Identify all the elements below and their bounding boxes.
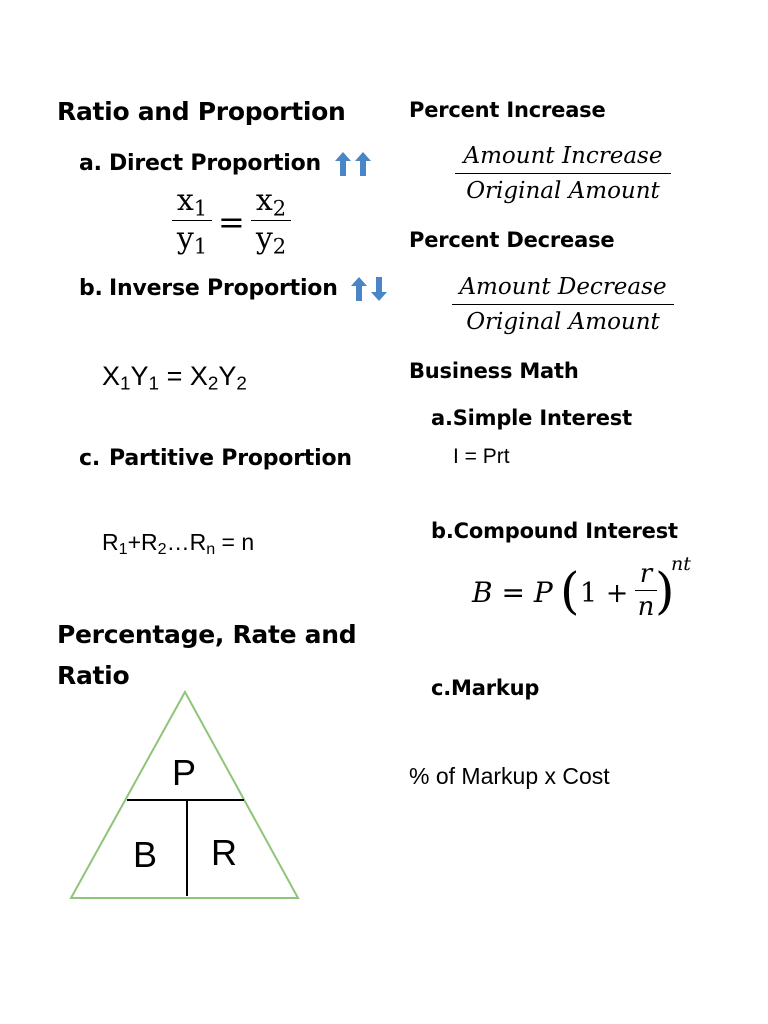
percentage-heading-line1: Percentage, Rate and (57, 620, 357, 649)
pbr-triangle (66, 688, 304, 903)
compound-interest-item (431, 519, 678, 543)
simple-interest-label: Simple Interest (452, 406, 632, 430)
markup-label: Markup (451, 676, 540, 700)
compound-right-paren: ) (655, 562, 675, 620)
triangle-b-label: B (133, 834, 158, 875)
increase-numerator: Amount Increase (463, 143, 663, 169)
up-down-arrows-icon (349, 275, 389, 303)
direct-fraction-left: $x_1$ $y_1$ (172, 183, 212, 259)
compound-r-over-n: r n (635, 558, 657, 623)
triangle-r-label: R (211, 832, 237, 873)
simple-marker: a. (431, 406, 453, 430)
inverse-formula: $X_1Y_1 = X_2Y_2$ (102, 361, 247, 395)
direct-fraction-right: $x_2$ $y_2$ (251, 183, 291, 259)
compound-marker: b. (431, 519, 454, 543)
compound-lhs: B = P (472, 576, 553, 609)
triangle-p-label: P (172, 752, 197, 793)
markup-marker: c. (431, 676, 452, 700)
partitive-formula: $R_1+R_2\dots R_n = n$ (102, 529, 255, 559)
direct-proportion-label: Direct Proportion (109, 151, 322, 176)
percent-increase-heading: Percent Increase (409, 98, 606, 122)
percent-decrease-fraction (452, 270, 674, 339)
inverse-marker: b. (79, 276, 103, 301)
markup-item (431, 676, 539, 700)
direct-proportion-item (79, 150, 373, 178)
increase-denominator: Original Amount (466, 178, 660, 204)
ratio-proportion-heading: Ratio and Proportion (57, 97, 346, 126)
simple-interest-formula: I = Prt (453, 445, 510, 468)
up-up-arrows-icon (333, 150, 373, 178)
partitive-marker: c. (79, 446, 100, 471)
compound-exponent: nt (671, 553, 691, 575)
percent-decrease-heading: Percent Decrease (409, 228, 615, 252)
compound-one-plus: 1 + (580, 578, 629, 609)
inverse-proportion-item (79, 275, 389, 303)
simple-interest-item (431, 406, 632, 430)
compound-left-paren: ( (560, 562, 580, 620)
business-math-heading: Business Math (409, 359, 579, 383)
direct-marker: a. (79, 151, 102, 176)
direct-equals: = (218, 203, 245, 241)
compound-interest-label: Compound Interest (453, 519, 678, 543)
decrease-denominator: Original Amount (466, 309, 660, 335)
percent-increase-fraction (455, 139, 671, 208)
inverse-proportion-label: Inverse Proportion (109, 276, 338, 301)
decrease-numerator: Amount Decrease (459, 274, 667, 300)
percentage-heading-line2: Ratio (57, 661, 130, 690)
markup-formula: % of Markup x Cost (409, 763, 610, 789)
partitive-proportion-label: Partitive Proportion (109, 446, 352, 471)
partitive-proportion-item (79, 446, 352, 471)
